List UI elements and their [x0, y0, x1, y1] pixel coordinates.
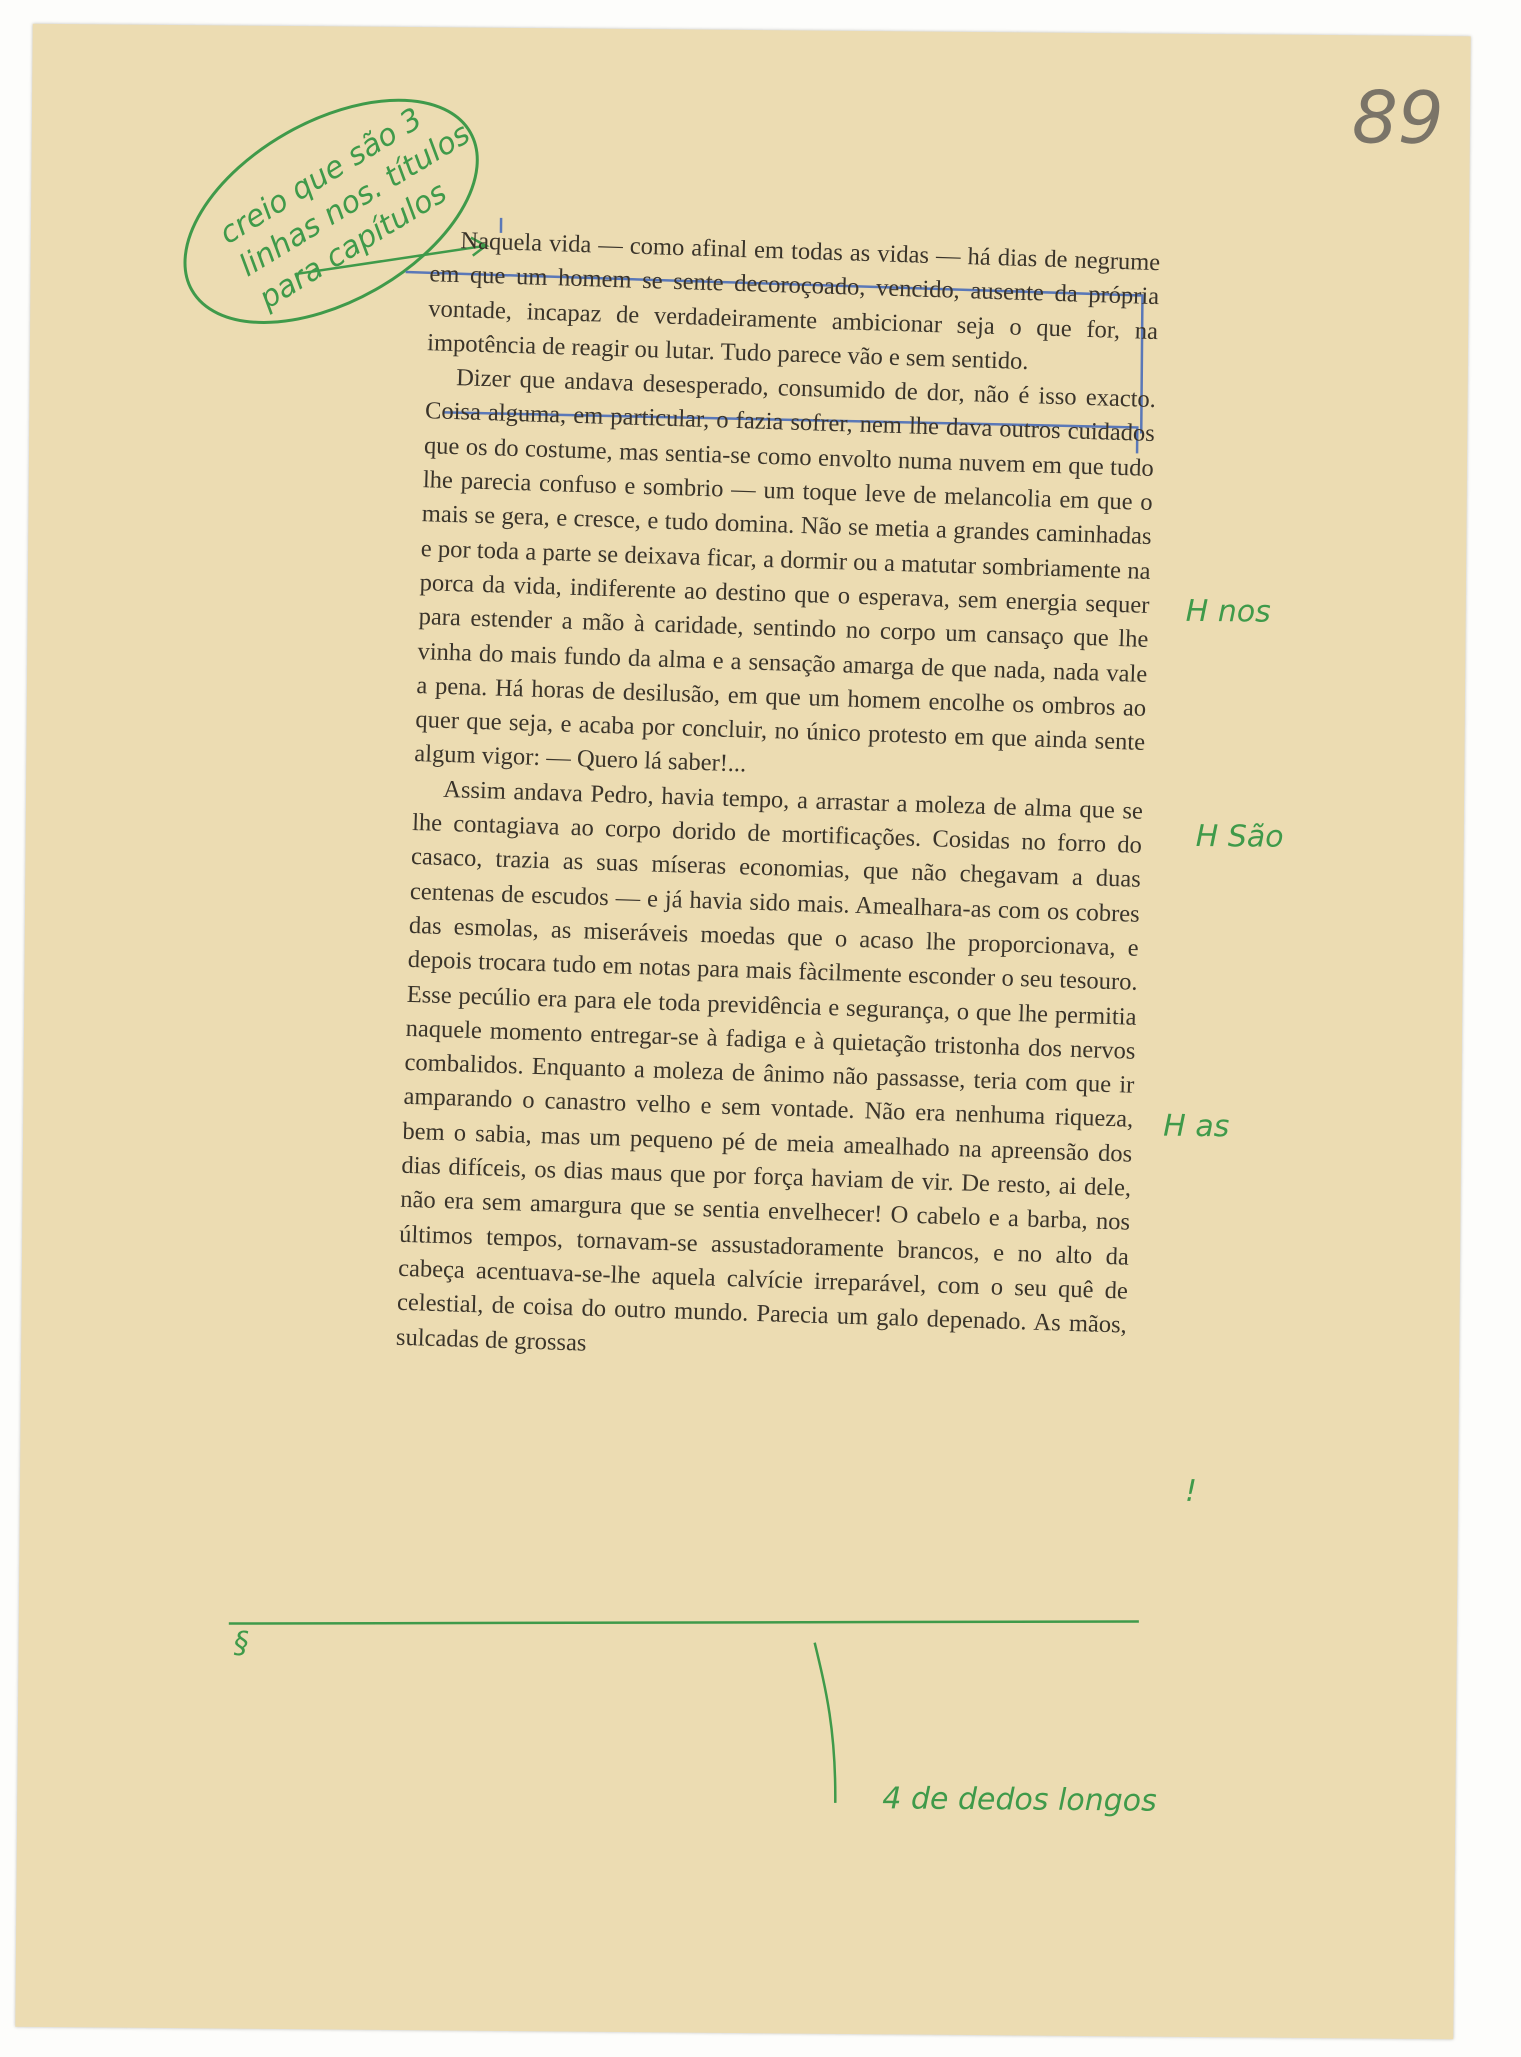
margin-note-3: H as	[1163, 1108, 1230, 1145]
margin-note-2: H São	[1195, 818, 1284, 855]
paragraph-3: Assim andava Pedro, havia tempo, a arrastar a moleza de alma que se lhe contagiava ao corpo dorido de mortificações. Cosidas no forro do casaco, trazia as suas míseras economias, que não chegavam a duas centenas de escudos — e já havia sido mais. Amealhara-as com os cobres das esmolas, as miseráveis moedas que o acaso lhe proporcionava, e depois trocara tudo em notas para mais fàcilmente esconder o seu tesouro. Esse pecúlio era para ele toda previdência e segurança, o que lhe permitia naquele momento entregar-se à fadiga e à quietação tristonha dos nervos combalidos. Enquanto a moleza de ânimo não passasse, teria com que ir amparando o canastro velho e sem vontade. Não era nenhuma riqueza, bem o sabia, mas um pequeno pé de meia amealhado na apreensão dos dias difíceis, os dias maus que por força haviam de vir. De resto, ai dele, não era sem amargura que se sentia envelhecer! O cabelo e a barba, nos últimos tempos, tornavam-se assustadoramente brancos, e no alto da cabeça acentuava-se-lhe aquela calvície irreparável, com o seu quê de celestial, de coisa do outro mundo. Parecia um galo depenado. As mãos, sulcadas de grossas	[395, 775, 1144, 1357]
bottom-note: 4 de dedos longos	[882, 1781, 1157, 1819]
page-number: 89	[1351, 75, 1444, 161]
section-mark: §	[233, 1625, 249, 1661]
manuscript-page	[15, 24, 1470, 2039]
margin-note-4: !	[1184, 1473, 1198, 1509]
margin-note-1: H nos	[1185, 593, 1271, 630]
bottom-note-line	[813, 1643, 836, 1803]
oval-note: creio que são 3 linhas nos. títulos para capítulos	[213, 101, 477, 317]
section-line	[229, 1614, 1139, 1632]
typed-text	[395, 223, 1160, 1377]
paragraph-2: Dizer que andava desesperado, consumido de dor, não é isso exacto. Coisa alguma, em particular, o fazia sofrer, nem lhe dava outros cuidados que os do costume, mas sentia-se como envolto numa nuvem em que tudo lhe parecia confuso e sombrio — um toque leve de melancolia em que o mais se gera, e cresce, e tudo domina. Não se metia a grandes caminhadas e por toda a parte se deixava ficar, a dormir ou a matutar sombriamente na porca da vida, indiferente ao destino que o esperava, sem energia sequer para estender a mão à caridade, sentindo no corpo um cansaço que lhe vinha do mais fundo da alma e a sensação amarga de que nada, nada vale a pena. Há horas de desilusão, em que um homem encolhe os ombros ao quer que seja, e acaba por concluir, no único protesto em que ainda sente algum vigor: — Quero lá saber!...	[413, 364, 1157, 778]
paragraph-1: Naquela vida — como afinal em todas as vidas — há dias de negrume em que um homem se sente decoroçoado, vencido, ausente da própria vontade, incapaz de verdadeiramente ambicionar seja o que for, na impotência de reagir ou lutar. Tudo parece vão e sem sentido.	[426, 227, 1161, 375]
